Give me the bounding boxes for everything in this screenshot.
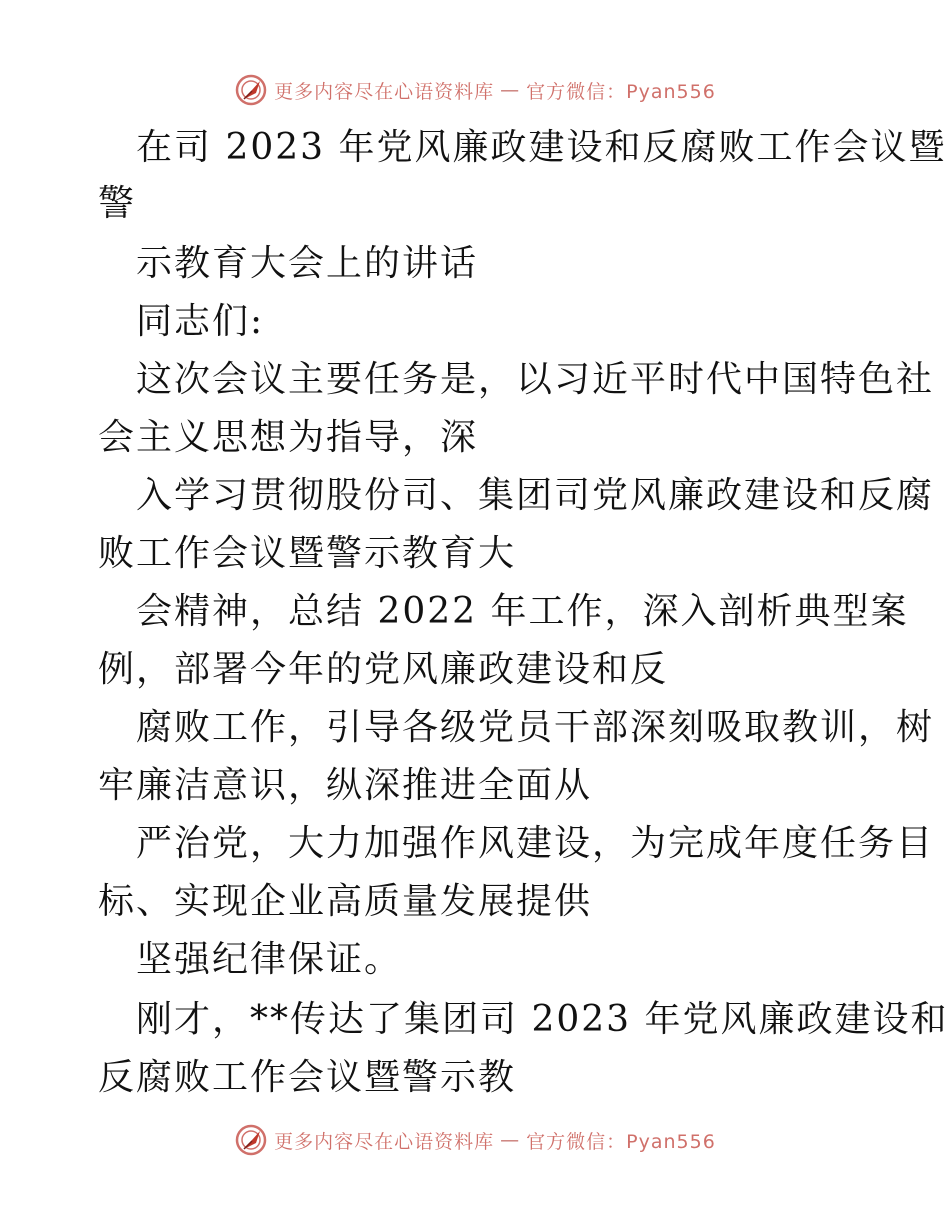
text-line: 示教育大会上的讲话 — [136, 243, 479, 284]
watermark-text: 更多内容尽在心语资料库 — [274, 80, 495, 103]
watermark-suffix: 官方微信：Pyan556 — [526, 1130, 716, 1153]
text-line: 败工作会议暨警示教育大 — [98, 533, 517, 574]
watermark-dash: — — [500, 79, 521, 101]
text-line: 牢廉洁意识，纵深推进全面从 — [98, 765, 593, 806]
footer-watermark — [0, 1120, 950, 1160]
text-line: 刚才，**传达了集团司 2023 年党风廉政建设和 — [136, 999, 949, 1040]
text-line: 警 — [98, 183, 137, 224]
text-line: 同志们: — [136, 301, 265, 342]
text-line: 入学习贯彻股份司、集团司党风廉政建设和反腐 — [136, 475, 935, 516]
text-line: 腐败工作，引导各级党员干部深刻吸取教训，树 — [136, 707, 935, 748]
text-line: 反腐败工作会议暨警示教 — [98, 1057, 517, 1098]
text-line: 会精神，总结 2022 年工作，深入剖析典型案 — [136, 591, 909, 632]
quill-logo-icon — [234, 73, 268, 107]
header-watermark — [0, 70, 950, 110]
watermark-text: 更多内容尽在心语资料库 — [274, 1130, 495, 1153]
watermark-dash: — — [500, 1129, 521, 1151]
text-line: 严治党，大力加强作风建设，为完成年度任务目 — [136, 823, 935, 864]
quill-logo-icon — [234, 1123, 268, 1157]
text-line: 在司 2023 年党风廉政建设和反腐败工作会议暨 — [136, 127, 947, 168]
text-line: 这次会议主要任务是，以习近平时代中国特色社 — [136, 359, 935, 400]
text-line: 会主义思想为指导，深 — [98, 417, 479, 458]
watermark-suffix: 官方微信：Pyan556 — [526, 80, 716, 103]
text-line: 例，部署今年的党风廉政建设和反 — [98, 649, 669, 690]
text-line: 坚强纪律保证。 — [136, 939, 403, 980]
text-line: 标、实现企业高质量发展提供 — [98, 881, 593, 922]
